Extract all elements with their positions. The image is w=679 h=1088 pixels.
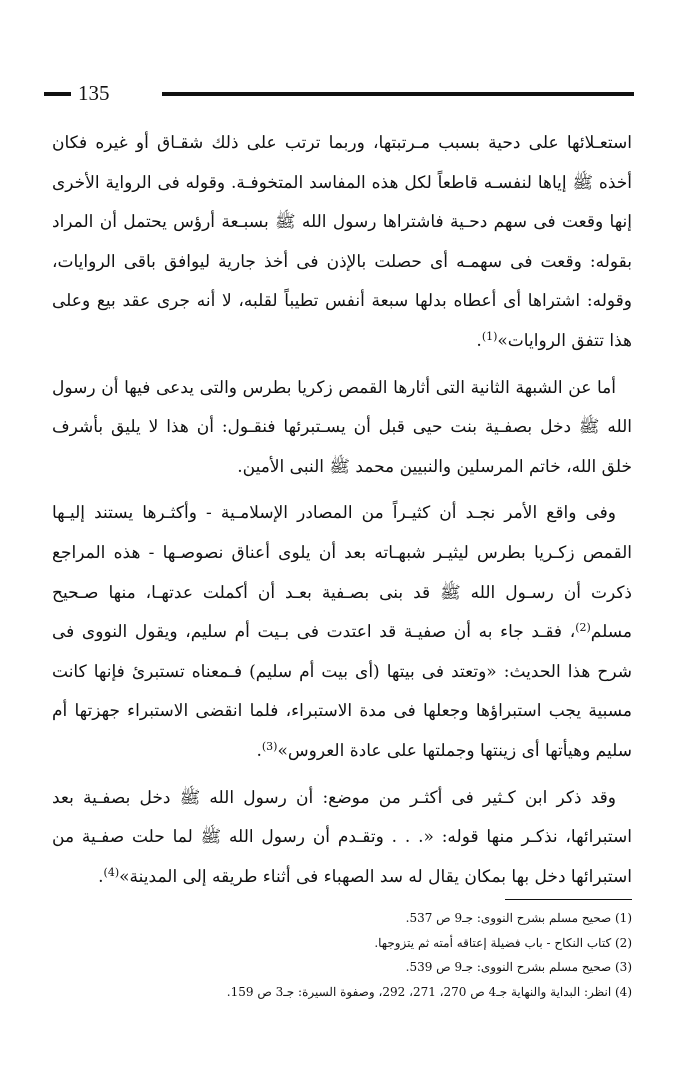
period: . [98, 866, 104, 887]
header-rule [162, 92, 634, 96]
page-number: 135 [78, 81, 110, 105]
footnote-ref-3: (3) [261, 739, 278, 753]
period: . [476, 330, 482, 351]
header-dash [44, 92, 71, 96]
footnote-1: (1) صحيح مسلم بشرح النووى: جـ9 ص 537. [405, 911, 632, 925]
paragraph-4-text: وقد ذكر ابن كـثير فى أكثـر من موضع: أن رسول الله ﷺ دخل بصفـية بعد استبرائها، نذكـر منها قوله: «. . . وتقـدم أن رسول الله ﷺ لما حلت صفـية من استبرائها دخل بها بمكان يقال له سد الصهباء فى أثناء طريقه إلى المدينة» [52, 787, 632, 887]
paragraph-3-text-a: وفى واقع الأمر نجـد أن كثيـراً من المصادر الإسلامـية - وأكثـرها يستند إليـها القمص زكـريا بطرس ليثيـر شبهـاته بعد أن يلوى أعناق نصوصـها - هذه المراجع ذكرت أن رسـول الله ﷺ قد بنى بصـفية بعـد أن أكملت عدتهـا، منها صـحيح مسلم [52, 503, 632, 643]
paragraph-1 [52, 124, 632, 362]
footnote-ref-2: (2) [575, 621, 591, 635]
footnote-2: (2) كتاب النكاح - باب فضيلة إعتاقه أمته ثم يتزوجها. [374, 935, 632, 950]
paragraph-2 [52, 369, 632, 488]
period: . [256, 740, 262, 761]
main-text [52, 124, 632, 897]
paragraph-4 [52, 779, 632, 898]
footnote-ref-4: (4) [103, 865, 120, 879]
footnotes [52, 906, 632, 1004]
footnote-4: (4) انظر: البداية والنهاية جـ4 ص 270، 271، 292، وصفوة السيرة: جـ3 ص 159. [226, 984, 632, 999]
paragraph-3-text-b: ، فقـد جاء به أن صفيـة قد اعتدت فى بـيت أم سليم، ويقول النووى فى شرح هذا الحديث: «وتعتد فى بيتها (أى بيت أم سليم) فـمعناه تستبرئ فإنها كانت مسبية يجب استبراؤها وجعلها فى مدة الاستبراء، فلما انقضى الاستبراء جهزتها أم سليم وهيأتها أى زينتها وجملتها على عادة العروس» [52, 622, 632, 761]
paragraph-2-text: أما عن الشبهة الثانية التى أثارها القمص زكريا بطرس والتى يدعى فيها أن رسول الله ﷺ دخل بصفـية بنت حيى قبل أن يسـتبرئها فنقـول: أن هذا لا يليق بأشرف خلق الله، خاتم المرسلين والنبيين محمد ﷺ النبى الأمين. [52, 377, 632, 477]
paragraph-3 [52, 494, 632, 771]
footnote-3: (3) صحيح مسلم بشرح النووى: جـ9 ص 539. [405, 960, 632, 974]
footnote-separator [505, 899, 632, 900]
paragraph-1-text: استعـلائها على دحية بسبب مـرتبتها، وربما ترتب على ذلك شقـاق أو غيره فكان أخذه ﷺ إياها لنفسـه قاطعاً لكل هذه المفاسد المتخوفـة. وقوله فى الرواية الأخرى إنها وقعت فى سهم دحـية فاشتراها رسول الله ﷺ بسبـعة أرؤس يحتمل أن المراد بقوله: وقعت فى سهمـه أى حصلت بالإذن فى أخذ جارية ليوافق باقى الروايات، وقوله: اشتراها أى أعطاه بدلها سبعة أنفس تطيباً لقلبه، لا أنه جرى عقد بيع وعلى هذا تتفق الروايات» [52, 133, 632, 351]
page-header [44, 78, 634, 108]
footnote-ref-1: (1) [481, 329, 498, 343]
